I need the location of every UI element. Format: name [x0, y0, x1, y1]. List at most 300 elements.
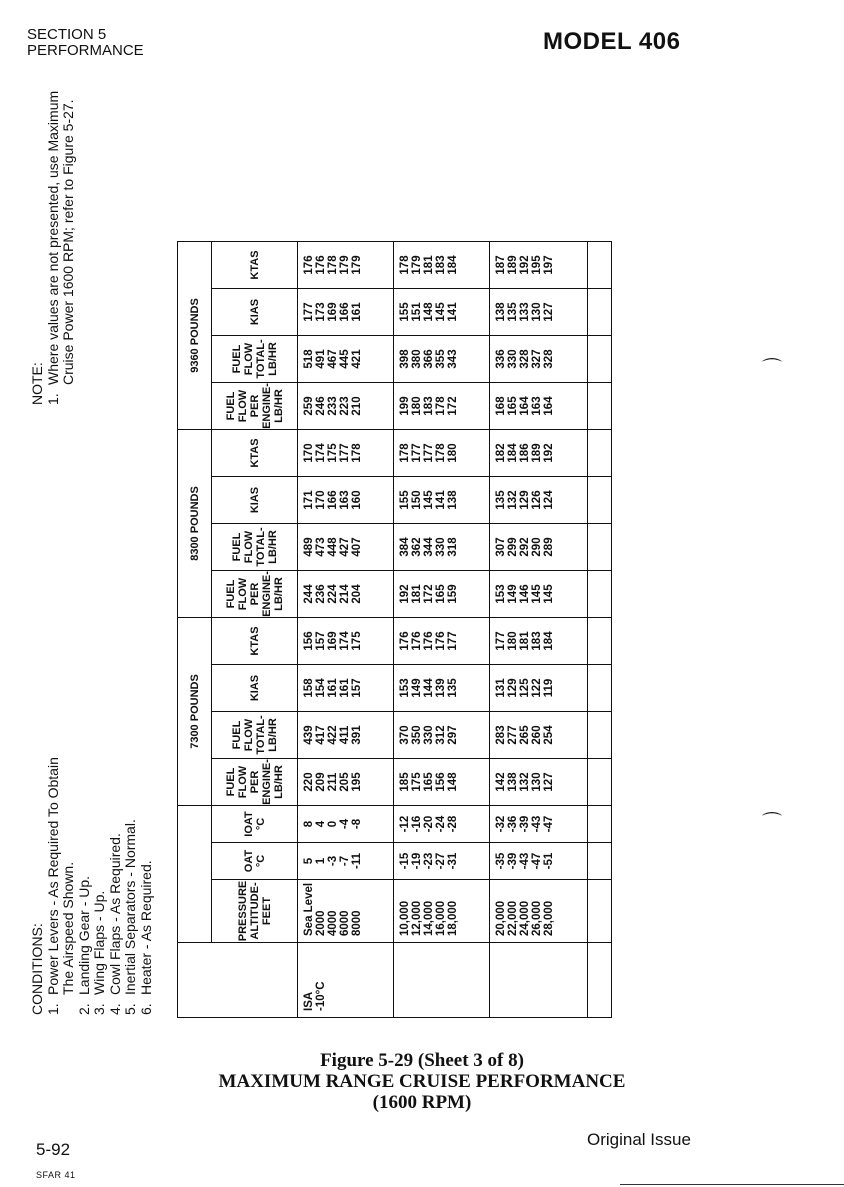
fuel-flow-engine-value: 127	[543, 772, 555, 792]
fuel-flow-total-value: 336	[495, 349, 507, 369]
empty-cell	[588, 759, 612, 806]
table-row	[298, 242, 394, 1018]
ioat-value: -24	[435, 815, 447, 833]
oat-value: -19	[411, 852, 423, 870]
isa-cell	[394, 943, 490, 1018]
fuel-flow-total-header: FUEL FLOW TOTAL- LB/HR	[212, 524, 298, 571]
fuel-flow-total-value: 260	[531, 725, 543, 745]
condition-item	[92, 525, 108, 1015]
note-block	[29, 90, 77, 405]
ktas-header: KTAS	[212, 618, 298, 665]
footer-rule	[620, 1184, 844, 1185]
empty-cell	[588, 289, 612, 336]
fuel-flow-engine-value: 164	[519, 396, 531, 416]
condition-item-text	[77, 525, 93, 995]
kias-value: 126	[531, 490, 543, 510]
conditions-list	[46, 525, 155, 1015]
issue-label: Original Issue	[587, 1130, 691, 1149]
ktas-value: 192	[519, 255, 531, 275]
fuel-flow-engine-value: 153	[495, 584, 507, 604]
fuel-flow-total-value: 312	[435, 725, 447, 745]
kias-value: 122	[531, 678, 543, 698]
rotated-content	[20, 90, 600, 1030]
fuel-flow-total-value: 445	[339, 349, 351, 369]
fuel-flow-total-value: 327	[531, 349, 543, 369]
table-row-empty	[588, 242, 612, 1018]
empty-cell	[588, 843, 612, 880]
fuel-flow-total-value: 411	[339, 725, 351, 745]
fuel-flow-engine-value: 180	[411, 396, 423, 416]
fuel-flow-engine-value: 164	[543, 396, 555, 416]
fuel-flow-engine-value: 172	[447, 396, 459, 416]
fuel-flow-engine-value: 165	[423, 772, 435, 792]
oat-value: -7	[339, 855, 351, 867]
ktas-cell	[490, 618, 588, 665]
fuel-flow-total-value: 355	[435, 349, 447, 369]
kias-cell	[490, 477, 588, 524]
fuel-flow-engine-value: 210	[351, 396, 363, 416]
ktas-value: 175	[351, 631, 363, 651]
weight-group-header: 8300 POUNDS	[178, 430, 212, 618]
ioat-value: -28	[447, 815, 459, 833]
fuel-flow-engine-cell	[490, 759, 588, 806]
altitude-header: PRESSURE ALTITUDE- FEET	[212, 880, 298, 943]
ioat-value: -36	[507, 815, 519, 833]
kias-value: 145	[435, 302, 447, 322]
figure-title: MAXIMUM RANGE CRUISE PERFORMANCE	[218, 1071, 626, 1092]
condition-item-number: 6.	[137, 1003, 154, 1015]
fuel-flow-total-cell	[490, 524, 588, 571]
fuel-flow-engine-value: 185	[399, 772, 411, 792]
oat-header: OAT °C	[212, 843, 298, 880]
kias-value: 149	[411, 678, 423, 698]
fuel-flow-total-value: 518	[303, 349, 315, 369]
note-item-line: Where values are not presented, use Maximum	[44, 90, 61, 385]
kias-value: 125	[519, 678, 531, 698]
fuel-flow-engine-value: 223	[339, 396, 351, 416]
fuel-flow-total-cell	[394, 524, 490, 571]
kias-value: 170	[315, 490, 327, 510]
fuel-flow-total-value: 407	[351, 537, 363, 557]
fuel-flow-engine-value: 195	[351, 772, 363, 792]
fuel-flow-total-value: 307	[495, 537, 507, 557]
condition-item-text	[108, 525, 124, 995]
altitude-value: 18,000	[447, 900, 459, 936]
section-header	[27, 27, 144, 59]
fuel-flow-engine-value: 159	[447, 584, 459, 604]
kias-value: 154	[315, 678, 327, 698]
ktas-cell	[490, 242, 588, 289]
ktas-value: 178	[399, 443, 411, 463]
kias-value: 145	[423, 490, 435, 510]
note-item-number: 1.	[44, 393, 61, 405]
table-row	[490, 242, 588, 1018]
kias-value: 141	[447, 302, 459, 322]
fuel-flow-engine-cell	[490, 383, 588, 430]
ktas-cell	[394, 618, 490, 665]
ktas-value: 181	[519, 631, 531, 651]
ktas-cell	[298, 242, 394, 289]
ktas-cell	[298, 430, 394, 477]
kias-cell	[394, 289, 490, 336]
oat-value: -11	[351, 853, 363, 869]
altitude-value: 20,000	[495, 900, 507, 936]
note-item-line: Cruise Power 1600 RPM; refer to Figure 5-27.	[60, 99, 76, 385]
fuel-flow-engine-value: 211	[327, 772, 339, 792]
ktas-value: 180	[507, 631, 519, 651]
oat-value: -51	[543, 852, 555, 870]
fuel-flow-engine-value: 168	[495, 396, 507, 416]
ktas-value: 179	[339, 255, 351, 275]
section-title: PERFORMANCE	[27, 42, 144, 59]
fuel-flow-total-value: 380	[411, 349, 423, 369]
kias-value: 138	[495, 302, 507, 322]
empty-cell	[588, 571, 612, 618]
kias-value: 129	[507, 678, 519, 698]
ktas-value: 189	[531, 443, 543, 463]
ioat-value: -32	[495, 815, 507, 833]
section-number: SECTION 5	[27, 26, 107, 43]
figure-subtitle: (1600 RPM)	[372, 1092, 472, 1113]
kias-value: 163	[339, 490, 351, 510]
ktas-value: 178	[351, 443, 363, 463]
ktas-value: 178	[327, 255, 339, 275]
fuel-flow-engine-value: 224	[327, 584, 339, 604]
ktas-value: 177	[339, 443, 351, 463]
altitude-value: 8000	[351, 910, 363, 936]
ktas-value: 177	[423, 443, 435, 463]
fuel-flow-total-value: 384	[399, 537, 411, 557]
empty-cell	[588, 524, 612, 571]
kias-value: 166	[339, 302, 351, 322]
fuel-flow-engine-value: 199	[399, 396, 411, 416]
condition-item-number: 4.	[106, 1003, 123, 1015]
ktas-value: 183	[435, 255, 447, 275]
fuel-flow-total-value: 467	[327, 349, 339, 369]
altitude-value: 2000	[315, 910, 327, 936]
kias-value: 155	[399, 302, 411, 322]
ktas-value: 182	[495, 443, 507, 463]
kias-value: 153	[399, 678, 411, 698]
fuel-flow-engine-header: FUEL FLOW PER ENGINE- LB/HR	[212, 759, 298, 806]
ktas-value: 176	[435, 631, 447, 651]
ktas-value: 176	[411, 631, 423, 651]
fuel-flow-engine-value: 204	[351, 584, 363, 604]
figure-caption	[0, 1050, 844, 1113]
fuel-flow-total-header: FUEL FLOW TOTAL- LB/HR	[212, 336, 298, 383]
ktas-value: 178	[399, 255, 411, 275]
kias-value: 124	[543, 490, 555, 510]
ioat-cell	[298, 806, 394, 843]
ktas-value: 170	[303, 443, 315, 463]
note-item	[44, 90, 77, 405]
page-number: 5-92	[36, 1140, 71, 1159]
ioat-value: -8	[351, 818, 363, 830]
kias-value: 135	[495, 490, 507, 510]
empty-cell	[588, 383, 612, 430]
table-row	[394, 242, 490, 1018]
fuel-flow-total-cell	[298, 524, 394, 571]
kias-value: 127	[543, 302, 555, 322]
fuel-flow-total-value: 448	[327, 537, 339, 557]
empty-cell	[588, 665, 612, 712]
fuel-flow-engine-value: 181	[411, 584, 423, 604]
empty-cell	[588, 806, 612, 843]
kias-value: 158	[303, 678, 315, 698]
fuel-flow-total-cell	[298, 712, 394, 759]
weight-group-header: 7300 POUNDS	[178, 618, 212, 806]
condition-item-line: Power Levers - As Required To Obtain	[44, 757, 61, 995]
note-list	[44, 90, 77, 405]
kias-value: 138	[447, 490, 459, 510]
fuel-flow-total-value: 473	[315, 537, 327, 557]
ktas-value: 183	[531, 631, 543, 651]
kias-value: 129	[519, 490, 531, 510]
ioat-cell	[394, 806, 490, 843]
fuel-flow-total-value: 283	[495, 725, 507, 745]
fuel-flow-engine-value: 220	[303, 772, 315, 792]
kias-header: KIAS	[212, 477, 298, 524]
condition-item-text	[92, 525, 108, 995]
ktas-value: 176	[423, 631, 435, 651]
ktas-cell	[490, 430, 588, 477]
fuel-flow-engine-value: 145	[543, 584, 555, 604]
fuel-flow-engine-cell	[298, 571, 394, 618]
kias-header: KIAS	[212, 289, 298, 336]
kias-cell	[394, 665, 490, 712]
fuel-flow-engine-value: 165	[435, 584, 447, 604]
kias-value: 135	[447, 678, 459, 698]
condition-item-line: Cowl Flaps - As Required.	[106, 833, 123, 995]
oat-value: -35	[495, 852, 507, 870]
ktas-value: 184	[447, 255, 459, 275]
fuel-flow-total-value: 417	[315, 725, 327, 745]
fuel-flow-total-value: 362	[411, 537, 423, 557]
kias-value: 132	[507, 490, 519, 510]
ktas-value: 179	[411, 255, 423, 275]
empty-cell	[588, 712, 612, 759]
condition-item	[46, 525, 77, 1015]
ktas-value: 176	[399, 631, 411, 651]
fuel-flow-total-value: 328	[543, 349, 555, 369]
altitude-value: 10,000	[399, 900, 411, 936]
oat-value: -23	[423, 852, 435, 870]
altitude-value: 14,000	[423, 900, 435, 936]
fuel-flow-engine-header: FUEL FLOW PER ENGINE- LB/HR	[212, 571, 298, 618]
fuel-flow-total-cell	[394, 336, 490, 383]
condition-item	[108, 525, 124, 1015]
altitude-value: 22,000	[507, 900, 519, 936]
fuel-flow-engine-value: 214	[339, 584, 351, 604]
fuel-flow-engine-value: 236	[315, 584, 327, 604]
kias-value: 144	[423, 678, 435, 698]
weight-group-header: 9360 POUNDS	[178, 242, 212, 430]
kias-value: 161	[339, 678, 351, 698]
ktas-value: 175	[327, 443, 339, 463]
ktas-value: 180	[447, 443, 459, 463]
isa-cell	[490, 943, 588, 1018]
condition-item-line: Landing Gear - Up.	[75, 875, 92, 995]
fuel-flow-total-value: 422	[327, 725, 339, 745]
fuel-flow-total-value: 398	[399, 349, 411, 369]
fuel-flow-total-value: 370	[399, 725, 411, 745]
fuel-flow-engine-cell	[394, 759, 490, 806]
altitude-value: 4000	[327, 910, 339, 936]
fuel-flow-engine-cell	[490, 571, 588, 618]
kias-cell	[394, 477, 490, 524]
oat-value: -27	[435, 852, 447, 870]
fuel-flow-total-value: 265	[519, 725, 531, 745]
ktas-value: 178	[435, 443, 447, 463]
kias-value: 139	[435, 678, 447, 698]
ktas-value: 169	[327, 631, 339, 651]
condition-item	[139, 525, 155, 1015]
fuel-flow-total-value: 489	[303, 537, 315, 557]
ioat-value: -47	[543, 815, 555, 833]
kias-value: 173	[315, 302, 327, 322]
ktas-value: 197	[543, 255, 555, 275]
fuel-flow-engine-value: 149	[507, 584, 519, 604]
fuel-flow-total-value: 421	[351, 349, 363, 369]
condition-item-number: 3.	[91, 1003, 107, 1015]
kias-value: 151	[411, 302, 423, 322]
fuel-flow-total-value: 318	[447, 537, 459, 557]
ktas-cell	[394, 430, 490, 477]
ktas-value: 176	[303, 255, 315, 275]
empty-cell	[588, 242, 612, 289]
fuel-flow-engine-value: 192	[399, 584, 411, 604]
fuel-flow-engine-value: 175	[411, 772, 423, 792]
fuel-flow-total-value: 491	[315, 349, 327, 369]
kias-value: 135	[507, 302, 519, 322]
notes-area	[20, 90, 170, 1030]
ktas-value: 177	[411, 443, 423, 463]
kias-value: 157	[351, 678, 363, 698]
fuel-flow-total-value: 328	[519, 349, 531, 369]
ioat-value: -16	[411, 815, 423, 833]
kias-value: 171	[303, 490, 315, 510]
ktas-value: 184	[507, 443, 519, 463]
condition-item-text	[123, 525, 139, 995]
oat-value: -47	[531, 852, 543, 870]
fuel-flow-engine-value: 146	[519, 584, 531, 604]
isa-header-cell	[178, 943, 298, 1018]
ktas-value: 184	[543, 631, 555, 651]
empty-cell	[588, 336, 612, 383]
ktas-value: 187	[495, 255, 507, 275]
ioat-value: -20	[423, 815, 435, 833]
condition-item-line: Wing Flaps - Up.	[91, 890, 107, 995]
fuel-flow-total-value: 366	[423, 349, 435, 369]
ktas-header: KTAS	[212, 430, 298, 477]
altitude-cell	[298, 880, 394, 943]
kias-header: KIAS	[212, 665, 298, 712]
ioat-value: 0	[327, 820, 339, 828]
fuel-flow-engine-value: 246	[315, 396, 327, 416]
kias-value: 119	[543, 678, 555, 698]
condition-item-number: 2.	[75, 1003, 92, 1015]
fuel-flow-engine-value: 178	[435, 396, 447, 416]
oat-cell	[298, 843, 394, 880]
fuel-flow-total-header: FUEL FLOW TOTAL- LB/HR	[212, 712, 298, 759]
kias-value: 133	[519, 302, 531, 322]
kias-value: 161	[351, 302, 363, 322]
fuel-flow-engine-cell	[394, 571, 490, 618]
kias-cell	[298, 665, 394, 712]
fuel-flow-engine-cell	[298, 383, 394, 430]
ktas-value: 176	[315, 255, 327, 275]
fuel-flow-engine-value: 148	[447, 772, 459, 792]
kias-value: 131	[495, 678, 507, 698]
isa-label: ISA	[303, 991, 315, 1011]
oat-value: -39	[507, 852, 519, 870]
altitude-cell	[394, 880, 490, 943]
oat-value: 1	[315, 857, 327, 865]
ioat-value: 4	[315, 820, 327, 828]
ioat-value: -43	[531, 815, 543, 833]
kias-value: 160	[351, 490, 363, 510]
fuel-flow-total-value: 330	[423, 725, 435, 745]
ioat-value: -39	[519, 815, 531, 833]
altitude-value: 26,000	[531, 900, 543, 936]
fuel-flow-total-cell	[490, 336, 588, 383]
kias-value: 166	[327, 490, 339, 510]
fuel-flow-total-value: 350	[411, 725, 423, 745]
altitude-value: Sea Level	[303, 882, 315, 936]
fuel-flow-engine-value: 244	[303, 584, 315, 604]
kias-value: 161	[327, 678, 339, 698]
fuel-flow-total-value: 427	[339, 537, 351, 557]
empty-cell	[588, 880, 612, 943]
isa-cell	[298, 943, 394, 1018]
oat-value: -31	[447, 852, 459, 870]
condition-item	[123, 525, 139, 1015]
fuel-flow-total-value: 391	[351, 725, 363, 745]
kias-cell	[298, 477, 394, 524]
kias-cell	[298, 289, 394, 336]
kias-cell	[490, 665, 588, 712]
empty-cell	[588, 477, 612, 524]
altitude-value: 12,000	[411, 900, 423, 936]
ktas-value: 177	[495, 631, 507, 651]
ktas-value: 189	[507, 255, 519, 275]
condition-item-number: 1.	[44, 1003, 61, 1015]
oat-value: -3	[327, 855, 339, 867]
ktas-value: 174	[339, 631, 351, 651]
ktas-value: 192	[543, 443, 555, 463]
oat-value: -15	[399, 852, 411, 870]
fuel-flow-engine-value: 259	[303, 396, 315, 416]
fuel-flow-total-value: 330	[507, 349, 519, 369]
ioat-value: 8	[303, 820, 315, 828]
oat-cell	[490, 843, 588, 880]
ktas-value: 179	[351, 255, 363, 275]
condition-item-text	[139, 525, 155, 995]
fuel-flow-total-value: 344	[423, 537, 435, 557]
fuel-flow-total-value: 277	[507, 725, 519, 745]
empty-cell	[588, 943, 612, 1018]
fuel-flow-total-value: 290	[531, 537, 543, 557]
oat-value: 5	[303, 857, 315, 865]
ktas-value: 156	[303, 631, 315, 651]
empty-cell	[588, 618, 612, 665]
altitude-value: 6000	[339, 910, 351, 936]
condition-item-text	[46, 525, 77, 995]
ktas-value: 177	[447, 631, 459, 651]
fuel-flow-total-value: 292	[519, 537, 531, 557]
fuel-flow-engine-value: 183	[423, 396, 435, 416]
altitude-cell	[490, 880, 588, 943]
